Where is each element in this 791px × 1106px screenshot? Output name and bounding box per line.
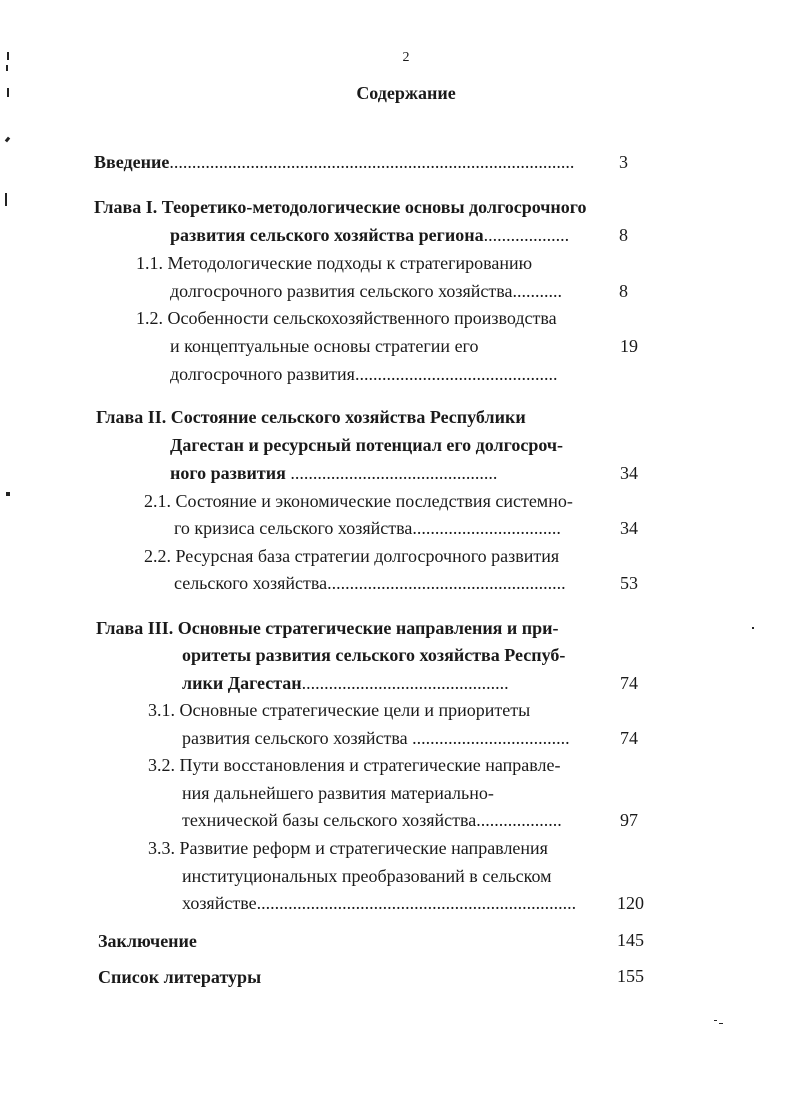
scan-speck (752, 627, 754, 629)
page-number: 2 (402, 50, 410, 65)
toc-page-number: 3 (619, 152, 628, 172)
toc-page-number: 97 (620, 810, 638, 830)
toc-section-1-1-cont: долгосрочного развития сельского хозяйства........... (170, 281, 563, 301)
toc-entry-intro (94, 151, 574, 173)
toc-page-number: 34 (620, 518, 638, 538)
toc-page-number: 8 (619, 281, 628, 301)
toc-section-2-1-cont: го кризиса сельского хозяйства................................. (174, 518, 561, 538)
toc-chapter-2-title: Глава II. Состояние сельского хозяйства Республики (96, 407, 526, 427)
toc-page-number: 74 (620, 728, 638, 748)
toc-section-3-3-cont: хозяйстве....................................................................... (182, 893, 577, 913)
toc-entry-conclusion: Заключение (98, 931, 197, 951)
scan-speck (719, 1023, 723, 1024)
toc-section-3-3: 3.3. Развитие реформ и стратегические направления (148, 838, 548, 858)
toc-page-number: 74 (620, 673, 638, 693)
toc-section-3-1: 3.1. Основные стратегические цели и приоритеты (148, 700, 531, 720)
toc-label: Введение (94, 152, 170, 172)
toc-section-3-2: 3.2. Пути восстановления и стратегические направле- (148, 755, 561, 775)
toc-chapter-2-title-cont: Дагестан и ресурсный потенциал его долгосроч- (170, 435, 564, 455)
scan-speck (6, 492, 10, 496)
toc-chapter-1-title: Глава I. Теоретико-методологические основы долгосрочного (94, 197, 587, 217)
toc-page-number: 8 (619, 225, 628, 245)
toc-section-2-1: 2.1. Состояние и экономические последствия системно- (144, 491, 573, 511)
toc-chapter-2-title-cont: ного развития .............................................. (170, 463, 498, 483)
toc-section-1-2: 1.2. Особенности сельскохозяйственного производства (136, 308, 557, 328)
toc-page-number: 155 (617, 966, 644, 986)
toc-section-3-2-cont: ния дальнейшего развития материально- (182, 783, 494, 803)
toc-chapter-3-title-cont: оритеты развития сельского хозяйства Респуб- (182, 645, 566, 665)
toc-section-2-2-cont: сельского хозяйства..................................................... (174, 573, 566, 593)
toc-section-1-2-cont: и концептуальные основы стратегии его (170, 336, 479, 356)
scan-speck (714, 1020, 717, 1021)
toc-chapter-3-title-cont: лики Дагестан.............................................. (182, 673, 509, 693)
scan-speck (5, 137, 11, 143)
toc-page-number: 19 (620, 336, 638, 356)
toc-section-1-1: 1.1. Методологические подходы к стратегированию (136, 253, 533, 273)
toc-chapter-3-title: Глава III. Основные стратегические направления и при- (96, 618, 559, 638)
toc-page-number: 53 (620, 573, 638, 593)
toc-chapter-1-title-cont: развития сельского хозяйства региона................... (170, 225, 570, 245)
toc-section-3-2-cont: технической базы сельского хозяйства................... (182, 810, 562, 830)
toc-section-3-1-cont: развития сельского хозяйства ................................... (182, 728, 570, 748)
toc-page-number: 34 (620, 463, 638, 483)
toc-page-number: 120 (617, 893, 644, 913)
toc-section-2-2: 2.2. Ресурсная база стратегии долгосрочного развития (144, 546, 560, 566)
toc-entry-references: Список литературы (98, 967, 262, 987)
toc-leader-dots: .......................................................................................... (169, 152, 575, 172)
toc-section-1-2-cont: долгосрочного развития............................................. (170, 364, 558, 384)
toc-page-number: 145 (617, 930, 644, 950)
toc-section-3-3-cont: институциональных преобразований в сельском (182, 866, 552, 886)
scan-speck (5, 193, 7, 206)
page-title: Содержание (356, 83, 456, 103)
